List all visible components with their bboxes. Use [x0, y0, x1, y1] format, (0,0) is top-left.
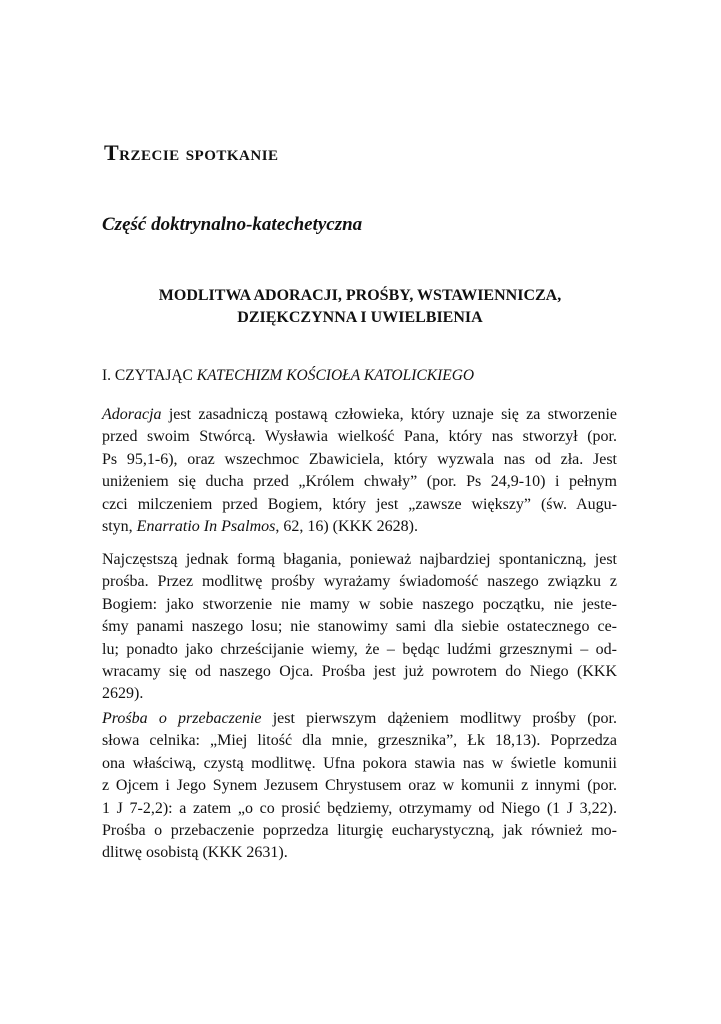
- paragraph-line: [102, 516, 617, 538]
- line-text: jest zasadniczą postawą człowieka, który uznaje się za stworzenie: [161, 406, 617, 423]
- paragraph-line: 2629).: [102, 685, 144, 703]
- section-title-line-2: DZIĘKCZYNNA I UWIELBIENIA: [237, 309, 483, 326]
- paragraph-line: uniżeniem się ducha przed „Królem chwały” (por. Ps 24,9-10) i pełnym: [102, 473, 617, 491]
- paragraph-line: lu; ponadto jako chrześcijanie wiemy, że – będąc ludźmi grzesznymi – od-: [102, 640, 617, 658]
- subheading-italic: KATECHIZM KOŚCIOŁA KATOLICKIEGO: [196, 367, 475, 384]
- paragraph-line: [102, 404, 617, 426]
- paragraph-line: [102, 708, 617, 730]
- paragraph-line: z Ojcem i Jego Synem Jezusem Chrystusem oraz w komunii z innymi (por.: [102, 777, 617, 795]
- paragraph-adoracja: [102, 404, 617, 538]
- section-title: [100, 285, 620, 329]
- section-title-line-1: MODLITWA ADORACJI, PROŚBY, WSTAWIENNICZA,: [158, 287, 562, 304]
- paragraph-line: prośba. Przez modlitwę prośby wyrażamy świadomość naszego związku z: [102, 573, 617, 591]
- paragraph-line: wracamy się od naszego Ojca. Prośba jest już powrotem do Niego (KKK: [102, 663, 617, 681]
- paragraph-prosba: [102, 549, 617, 706]
- chapter-title: Trzecie spotkanie: [104, 140, 279, 165]
- line-text: jest pierwszym dążeniem modlitwy prośby (por.: [261, 710, 617, 727]
- paragraph-line: Prośba o przebaczenie poprzedza liturgię eucharystyczną, jak również mo-: [102, 822, 617, 840]
- paragraph-line: 1 J 7-2,2): a zatem „o co prosić będziemy, otrzymamy od Niego (1 J 3,22).: [102, 799, 617, 817]
- line-text: , 62, 16) (KKK 2628).: [275, 518, 418, 536]
- citation-title: Enarratio In Psalmos: [136, 518, 276, 536]
- paragraph-line: Najczęstszą jednak formą błagania, ponieważ najbardziej spontaniczną, jest: [102, 551, 617, 568]
- paragraph-line: przed swoim Stwórcą. Wysławia wielkość Pana, który nas stworzył (por.: [102, 428, 617, 446]
- term-prosba-o-przebaczenie: Prośba o przebaczenie: [102, 710, 262, 727]
- subheading-prefix: I. CZYTAJĄC: [102, 367, 197, 384]
- subheading: [102, 367, 474, 385]
- term-adoracja: Adoracja: [102, 406, 162, 423]
- paragraph-prosba-o-przebaczenie: [102, 708, 617, 865]
- paragraph-line: Bogiem: jako stworzenie nie mamy w sobie naszego początku, nie jeste-: [102, 595, 617, 613]
- paragraph-line: śmy panami naszego losu; nie stanowimy sami dla siebie ostatecznego ce-: [102, 618, 617, 636]
- part-title: Część doktrynalno-katechetyczna: [102, 214, 363, 235]
- paragraph-line: ona właściwą, czystą modlitwę. Ufna pokora stawia nas w świetle komunii: [102, 754, 617, 772]
- paragraph-line: słowa celnika: „Miej litość dla mnie, grzesznika”, Łk 18,13). Poprzedza: [102, 732, 617, 750]
- paragraph-line: czci milczeniem przed Bogiem, który jest „zawsze większy” (św. Augu-: [102, 495, 617, 513]
- paragraph-line: Ps 95,1-6), oraz wszechmoc Zbawiciela, który wyzwala nas od zła. Jest: [102, 450, 617, 468]
- line-text: styn,: [102, 518, 137, 536]
- paragraph-line: dlitwę osobistą (KKK 2631).: [102, 844, 288, 862]
